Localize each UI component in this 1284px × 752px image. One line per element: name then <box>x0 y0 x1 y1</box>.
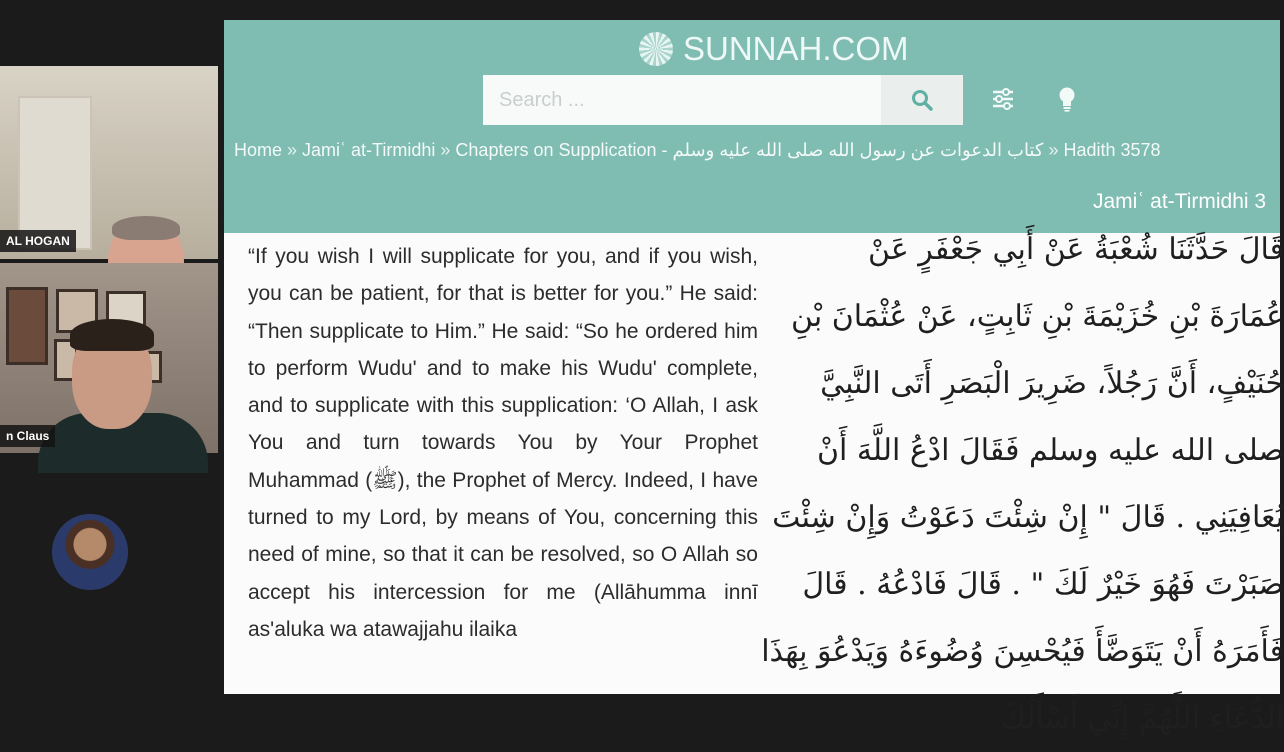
arabic-hadith-text <box>761 216 1284 736</box>
arabic-line: صلى الله عليه وسلم فَقَالَ ادْعُ اللَّهَ أَنْ <box>816 433 1284 468</box>
arabic-line: الدُّعَاءِ اللَّهُمَّ إِنِّي أَسْأَلُكَ <box>1001 701 1284 736</box>
participant-name-tag: n Claus <box>0 425 55 447</box>
breadcrumb-separator: » <box>287 140 303 160</box>
search-button[interactable] <box>881 75 963 125</box>
participant-video-1[interactable] <box>0 66 218 259</box>
site-header <box>224 20 1280 233</box>
avatar-image <box>52 514 128 590</box>
search-bar <box>483 75 963 125</box>
breadcrumb-chapter[interactable]: Chapters on Supplication - كتاب الدعوات عن رسول الله صلى الله عليه وسلم <box>455 140 1044 160</box>
breadcrumb-hadith: Hadith 3578 <box>1063 140 1161 160</box>
shared-screen <box>224 20 1284 736</box>
collection-title: Jamiʿ at-Tirmidhi 3 <box>1093 190 1267 213</box>
breadcrumb-home[interactable]: Home <box>234 140 283 160</box>
participant-avatar[interactable] <box>52 514 128 590</box>
arabic-line: عُمَارَةَ بْنِ خُزَيْمَةَ بْنِ ثَابِتٍ، عَنْ عُثْمَانَ بْنِ <box>791 299 1284 334</box>
arabic-line: فَأَمَرَهُ أَنْ يَتَوَضَّأَ فَيُحْسِنَ وُضُوءَهُ وَيَدْعُوَ بِهَذَا <box>761 634 1284 669</box>
participant-hair <box>70 319 154 351</box>
wall-frame <box>6 287 48 365</box>
search-icon <box>910 88 934 112</box>
participant-video-2[interactable] <box>0 263 218 453</box>
settings-icon[interactable] <box>990 86 1016 112</box>
site-logo[interactable] <box>639 30 909 68</box>
sunnah-logo-icon <box>639 32 673 66</box>
logo-text: SUNNAH.COM <box>683 30 909 67</box>
search-input[interactable] <box>483 75 881 125</box>
arabic-line: حُنَيْفٍ، أَنَّ رَجُلاً، ضَرِيرَ الْبَصَرِ أَتَى النَّبِيَّ <box>820 366 1284 401</box>
lightbulb-icon[interactable] <box>1056 86 1078 112</box>
english-paragraph: “If you wish I will supplicate for you, and if you wish, you can be patient, for that is better for you.” He said: “Then supplicate to Him.” He said: “So he ordered him to perform Wudu' and to make his Wudu' complete, and to supplicate with this supplication: ‘O Allah, I ask You and turn towards You by Your Prophet Muhammad (ﷺ), the Prophet of Mercy. Indeed, I have turned to my Lord, by means of You, concerning this need of mine, so that it can be resolved, so O Allah so accept his intercession for me (Allāhumma innī as'aluka wa atawajjahu ilaika <box>248 245 758 641</box>
breadcrumb-separator: » <box>440 140 456 160</box>
video-background-door <box>18 96 92 250</box>
arabic-line: يُعَافِيَنِي ‏.‏ قَالَ ‏"‏ إِنْ شِئْتَ دَعَوْتُ وَإِنْ شِئْتَ <box>772 500 1284 535</box>
participant-hair <box>112 216 180 240</box>
arabic-line: صَبَرْتَ فَهُوَ خَيْرٌ لَكَ ‏"‏ ‏.‏ قَالَ فَادْعُهُ ‏.‏ قَالَ <box>802 567 1284 602</box>
english-hadith-text <box>248 238 758 648</box>
arabic-line: قَالَ حَدَّثَنَا شُعْبَةُ عَنْ أَبِي جَعْفَرٍ عَنْ <box>868 232 1284 267</box>
participant-name-tag: AL HOGAN <box>0 230 76 252</box>
breadcrumb-collection[interactable]: Jamiʿ at-Tirmidhi <box>302 140 436 160</box>
breadcrumb <box>234 140 1161 161</box>
breadcrumb-separator: » <box>1048 140 1064 160</box>
